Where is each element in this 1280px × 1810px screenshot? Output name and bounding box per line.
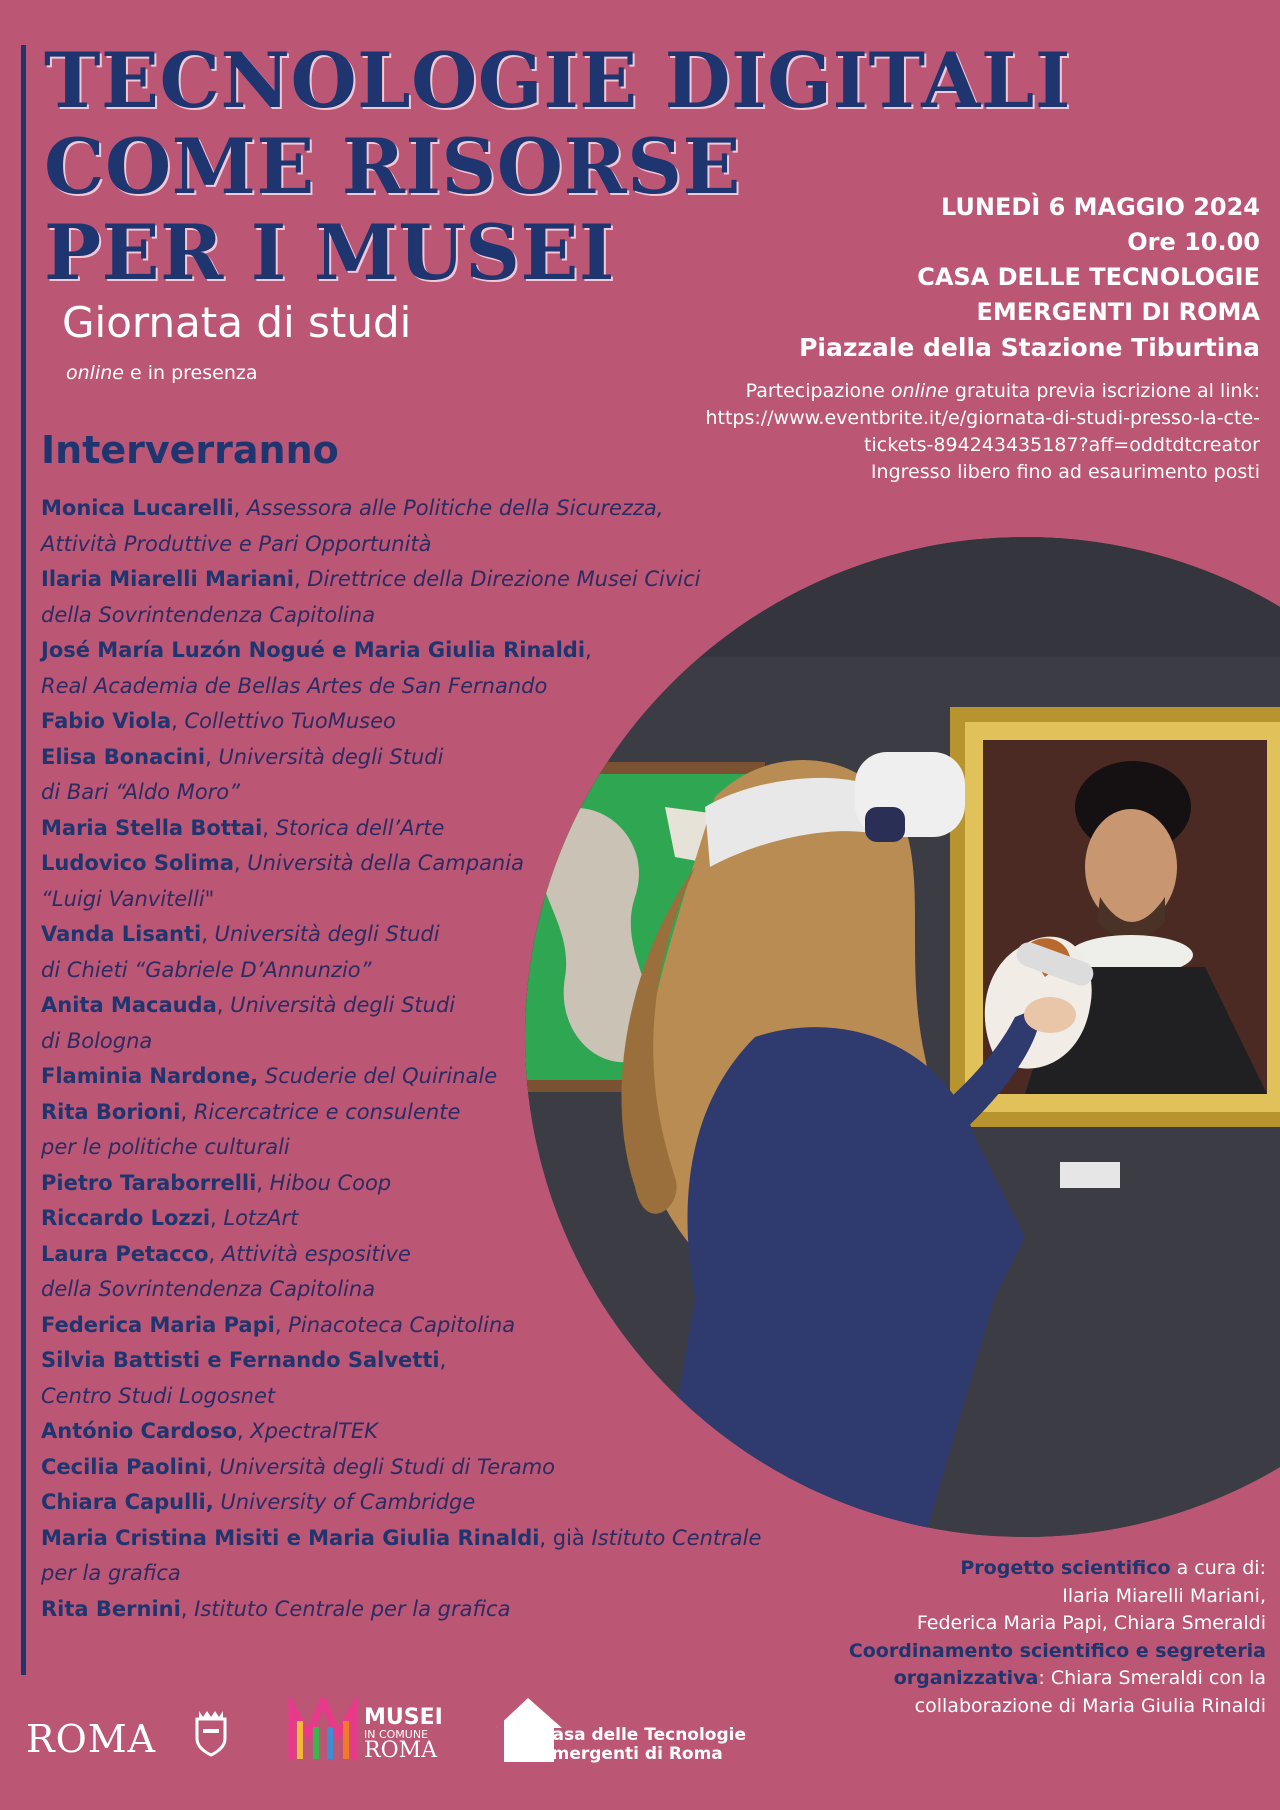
speaker-sep: , — [216, 993, 231, 1017]
speaker-role: Università degli Studi — [218, 744, 444, 769]
cte-logo-text: Emergenti di Roma — [540, 1744, 723, 1764]
speaker-role-cont: di Chieti “Gabriele D’Annunzio” — [41, 957, 372, 982]
speaker-entry — [41, 1343, 801, 1414]
speaker-role: Università degli Studi di Teramo — [219, 1454, 556, 1479]
speaker-role: Direttrice della Direzione Musei Civici — [307, 567, 701, 591]
credits-block — [849, 1555, 1266, 1720]
speaker-sep: , — [256, 1170, 270, 1195]
speaker-entry — [41, 1485, 801, 1521]
speaker-role: Storica dell’Arte — [275, 815, 445, 840]
credits-project-label: Progetto scientifico — [960, 1557, 1171, 1579]
speaker-name: José María Luzón Nogué e Maria Giulia Rinaldi — [41, 638, 586, 662]
cte-logo-text: Casa delle Tecnologie — [540, 1725, 747, 1745]
speaker-role: Collettivo TuoMuseo — [184, 709, 396, 733]
speaker-role: Università degli Studi — [214, 922, 440, 946]
speaker-name: Ludovico Solima — [41, 851, 234, 875]
speaker-role-cont: di Bari “Aldo Moro” — [41, 780, 241, 804]
speaker-entry — [41, 1592, 801, 1628]
speaker-role-cont: per la grafica — [41, 1561, 181, 1585]
speaker-entry — [41, 988, 801, 1059]
speaker-sep: , — [180, 1596, 195, 1621]
event-time: Ore 10.00 — [1127, 228, 1260, 256]
speaker-name: Maria Stella Bottai — [41, 815, 263, 840]
musei-in-comune-logo — [364, 1707, 443, 1762]
speaker-role: Hibou Coop — [269, 1170, 392, 1195]
credits-project-names: Ilaria Miarelli Mariani, — [1062, 1584, 1266, 1607]
speaker-name: Vanda Lisanti — [41, 922, 202, 946]
title-line: TECNOLOGIE DIGITALI — [44, 36, 1071, 125]
speaker-name: Fabio Viola — [41, 709, 172, 733]
speaker-entry — [41, 1095, 801, 1166]
speaker-name: Anita Macauda — [41, 993, 217, 1017]
mode-online: online — [66, 362, 124, 384]
speaker-name: Cecilia Paolini — [41, 1454, 207, 1479]
subtitle: Giornata di studi — [62, 298, 412, 347]
speaker-role-cont: Centro Studi Logosnet — [41, 1383, 276, 1408]
event-details — [799, 190, 1260, 365]
title-line: PER I MUSEI — [44, 208, 615, 297]
musei-logo-icon — [288, 1697, 358, 1761]
speaker-entry — [41, 740, 801, 811]
speaker-sep: , — [236, 1419, 251, 1443]
speaker-sep: , — [585, 638, 592, 662]
speaker-name: Laura Petacco — [41, 1241, 209, 1266]
speaker-sep: , — [262, 815, 276, 840]
roma-crest-icon — [193, 1709, 229, 1757]
speaker-name: Monica Lucarelli — [41, 496, 234, 520]
speaker-entry — [41, 1521, 801, 1592]
speaker-name: Chiara Capulli, — [41, 1490, 214, 1514]
credits-coord-label: organizzativa — [893, 1667, 1039, 1689]
speaker-sep: , — [206, 1454, 220, 1479]
speaker-role-cont: di Bologna — [41, 1028, 153, 1053]
speaker-name: Elisa Bonacini — [41, 744, 206, 769]
speaker-entry — [41, 1308, 801, 1344]
participation-suffix: gratuita previa iscrizione al link: — [948, 380, 1260, 402]
speaker-name: Rita Bernini — [41, 1596, 181, 1621]
speaker-role: Assessora alle Politiche della Sicurezza, — [246, 496, 664, 520]
attendance-mode — [66, 362, 258, 384]
speaker-sep: , — [205, 744, 219, 769]
speaker-sep: , — [439, 1348, 447, 1372]
musei-logo-text: ROMA — [364, 1738, 438, 1763]
participation-prefix: Partecipazione — [745, 380, 891, 402]
credits-coord-label: Coordinamento scientifico e segreteria — [848, 1639, 1266, 1662]
speaker-sep: , — [293, 567, 308, 591]
speaker-sep: , — [208, 1241, 222, 1266]
speaker-entry — [41, 1059, 801, 1095]
event-venue: EMERGENTI DI ROMA — [976, 298, 1260, 326]
event-address: Piazzale della Stazione Tiburtina — [799, 333, 1260, 362]
title-line: COME RISORSE — [44, 122, 741, 211]
speaker-role-cont: della Sovrintendenza Capitolina — [41, 1277, 376, 1301]
speaker-role: LotzArt — [223, 1206, 299, 1230]
speaker-entry — [41, 633, 801, 704]
speaker-sep: , — [274, 1312, 289, 1337]
speaker-name: Pietro Taraborrelli — [41, 1170, 257, 1195]
speaker-role-cont: Attività Produttive e Pari Opportunità — [41, 531, 432, 556]
speaker-entry — [41, 811, 801, 847]
speaker-role-cont: della Sovrintendenza Capitolina — [41, 602, 376, 627]
mode-rest: e in presenza — [123, 362, 258, 384]
vertical-accent-bar — [21, 45, 26, 1675]
speaker-role: Università della Campania — [247, 851, 524, 875]
speaker-entry — [41, 1450, 801, 1486]
speaker-name: Federica Maria Papi — [41, 1312, 275, 1337]
speaker-role: Ricercatrice e consulente — [193, 1099, 461, 1124]
registration-link[interactable]: https://www.eventbrite.it/e/giornata-di-studi-presso-la-cte- — [705, 407, 1260, 429]
free-entry-note: Ingresso libero fino ad esaurimento posti — [870, 461, 1260, 483]
speaker-sep — [258, 1064, 265, 1088]
credits-coord-rest: collaborazione di Maria Giulia Rinaldi — [914, 1694, 1266, 1717]
speaker-role: Scuderie del Quirinale — [264, 1064, 498, 1088]
speaker-role: Attività espositive — [221, 1241, 411, 1266]
speaker-role-cont: “Luigi Vanvitelli" — [41, 886, 215, 911]
speaker-role: Istituto Centrale — [591, 1525, 762, 1550]
credits-coord-rest: : Chiara Smeraldi con la — [1038, 1667, 1266, 1689]
speaker-name: Maria Cristina Misiti e Maria Giulia Rinaldi — [41, 1525, 540, 1550]
speaker-name: António Cardoso — [41, 1419, 237, 1443]
musei-logo-text: IN COMUNE — [364, 1728, 429, 1741]
speaker-entry — [41, 1237, 801, 1308]
speaker-entry — [41, 846, 801, 917]
speaker-role-cont: Real Academia de Bellas Artes de San Fernando — [41, 673, 548, 698]
speaker-sep: , — [210, 1206, 224, 1230]
speaker-sep: , — [180, 1099, 194, 1124]
speaker-role: Istituto Centrale per la grafica — [194, 1596, 511, 1621]
speaker-name: Ilaria Miarelli Mariani — [41, 567, 294, 591]
speakers-heading: Interverranno — [41, 428, 339, 472]
speaker-name: Rita Borioni — [41, 1099, 181, 1124]
speaker-role-cont: per le politiche culturali — [41, 1135, 290, 1159]
speaker-sep: , — [171, 709, 185, 733]
event-venue: CASA DELLE TECNOLOGIE — [917, 263, 1260, 291]
speaker-name: Silvia Battisti e Fernando Salvetti — [41, 1348, 440, 1372]
speaker-role: XpectralTEK — [250, 1419, 378, 1443]
speakers-list — [41, 491, 801, 1627]
speaker-entry — [41, 562, 801, 633]
credits-project-rest: a cura di: — [1170, 1557, 1266, 1579]
musei-logo-text: MUSEI — [364, 1705, 443, 1730]
speaker-name: Flaminia Nardone, — [41, 1064, 259, 1088]
speaker-sep: , — [233, 496, 247, 520]
speaker-entry — [41, 917, 801, 988]
speaker-role: Pinacoteca Capitolina — [288, 1312, 516, 1337]
speaker-entry — [41, 1201, 801, 1237]
speaker-role: University of Cambridge — [220, 1490, 476, 1514]
registration-link[interactable]: tickets-894243435187?aff=oddtdtcreator — [864, 434, 1260, 456]
roma-logo: ROMA — [26, 1717, 157, 1761]
speaker-sep: , già — [539, 1525, 592, 1550]
speaker-sep: , — [201, 922, 215, 946]
participation-online: online — [890, 380, 949, 402]
participation-info — [705, 378, 1260, 486]
speaker-entry — [41, 1414, 801, 1450]
speaker-role: Università degli Studi — [230, 993, 456, 1017]
speaker-sep: , — [233, 851, 248, 875]
speaker-entry — [41, 1166, 801, 1202]
speaker-entry — [41, 704, 801, 740]
credits-project-names: Federica Maria Papi, Chiara Smeraldi — [916, 1612, 1266, 1634]
speaker-entry — [41, 491, 801, 562]
speaker-name: Riccardo Lozzi — [41, 1206, 211, 1230]
cte-logo — [540, 1726, 746, 1764]
event-date: LUNEDÌ 6 MAGGIO 2024 — [940, 193, 1260, 221]
